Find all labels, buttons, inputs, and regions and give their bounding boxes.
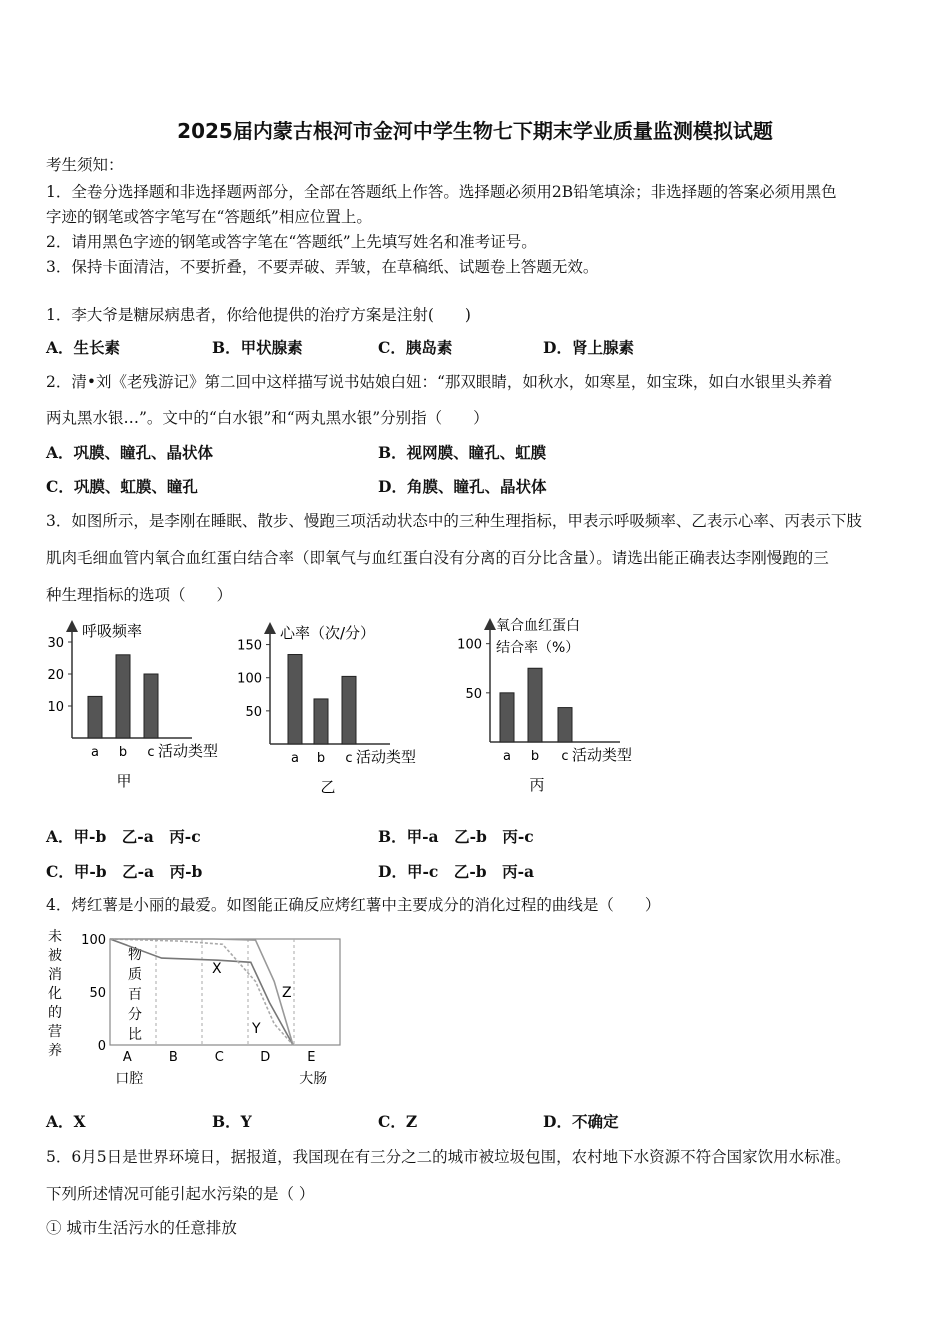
q1-stem: 1．李大爷是糖尿病患者，你给他提供的治疗方案是注射( ) bbox=[46, 306, 471, 324]
q1-option-a[interactable]: A．生长素 bbox=[46, 338, 121, 357]
q3-option-d[interactable]: D．甲-c 乙-b 丙-a bbox=[378, 862, 535, 881]
y-tick-label: 30 bbox=[47, 636, 64, 651]
y-tick-label: 50 bbox=[465, 686, 482, 702]
series-label-Z: Z bbox=[282, 985, 292, 1001]
x-axis-label: 活动类型 bbox=[572, 746, 633, 764]
y-tick-label: 50 bbox=[245, 704, 262, 720]
y-tick-label: 20 bbox=[47, 668, 64, 683]
region-label: C bbox=[214, 1050, 224, 1065]
chart-title: 氧合血红蛋白 bbox=[496, 618, 580, 634]
q2-stem: 2．清•刘《老残游记》第二回中这样描写说书姑娘白妞：“那双眼睛，如秋水，如寒星，如宝珠，如白水银里头养着 bbox=[46, 373, 833, 391]
y-label-char: 养 bbox=[48, 1043, 62, 1059]
q1-option-b[interactable]: B．甲状腺素 bbox=[212, 338, 303, 357]
region-label: D bbox=[260, 1050, 271, 1065]
bar-b bbox=[116, 655, 130, 738]
notice-line: 3．保持卡面清洁，不要折叠，不要弄破、弄皱，在草稿纸、试题卷上答题无效。 bbox=[46, 258, 599, 276]
notice-heading: 考生须知： bbox=[46, 156, 124, 174]
x-tick-label: c bbox=[147, 745, 155, 760]
y-tick-label: 10 bbox=[47, 700, 64, 715]
chart-caption: 甲 bbox=[116, 772, 132, 790]
q2-option-a[interactable]: A．巩膜、瞳孔、晶状体 bbox=[46, 443, 214, 462]
chart-jia bbox=[47, 622, 218, 790]
x-tick-label: b bbox=[118, 745, 128, 760]
q4-option-a[interactable]: A．X bbox=[46, 1112, 86, 1131]
bar-c bbox=[144, 674, 158, 738]
chart-title: 结合率（%） bbox=[496, 640, 580, 656]
notice-line: 字迹的钢笔或答字笔写在“答题纸”相应位置上。 bbox=[46, 208, 372, 226]
notice-line: 2．请用黑色字迹的钢笔或答字笔在“答题纸”上先填写姓名和准考证号。 bbox=[46, 233, 537, 251]
chart-bing bbox=[457, 618, 632, 794]
q5-item: ① 城市生活污水的任意排放 bbox=[46, 1219, 237, 1237]
region-label: A bbox=[122, 1050, 132, 1065]
series-label-Y: Y bbox=[252, 1021, 261, 1037]
x-tick-label: a bbox=[291, 751, 299, 766]
q2-option-b[interactable]: B．视网膜、瞳孔、虹膜 bbox=[378, 443, 547, 462]
y-label-char: 被 bbox=[48, 948, 62, 964]
y-label2-char: 比 bbox=[128, 1027, 142, 1043]
chart-title: 心率（次/分） bbox=[280, 624, 376, 642]
q3-stem: 3．如图所示，是李刚在睡眠、散步、慢跑三项活动状态中的三种生理指标，甲表示呼吸频率、乙表示心率、丙表示下肢 bbox=[46, 512, 862, 530]
bar-b bbox=[314, 699, 328, 744]
x-tick-label: a bbox=[503, 749, 511, 764]
chart-title: 呼吸频率 bbox=[82, 622, 143, 640]
y-label2-char: 物 bbox=[128, 947, 142, 963]
q2-option-c[interactable]: C．巩膜、虹膜、瞳孔 bbox=[46, 477, 198, 496]
y-label-char: 未 bbox=[48, 929, 62, 945]
q5-stem: 下列所述情况可能引起水污染的是（ ） bbox=[46, 1185, 315, 1203]
q4-stem: 4．烤红薯是小丽的最爱。如图能正确反应烤红薯中主要成分的消化过程的曲线是（ ） bbox=[46, 896, 661, 914]
y-tick-label: 100 bbox=[457, 637, 482, 653]
q3-figure bbox=[40, 612, 660, 802]
y-tick-label: 150 bbox=[237, 638, 262, 654]
q2-option-d[interactable]: D．角膜、瞳孔、晶状体 bbox=[378, 477, 547, 496]
plot-frame bbox=[110, 939, 340, 1045]
y-label2-char: 质 bbox=[128, 967, 142, 983]
bar-a bbox=[88, 696, 102, 738]
x-tick-label: b bbox=[530, 749, 540, 764]
y-label2-char: 百 bbox=[128, 987, 142, 1003]
q4-option-b[interactable]: B．Y bbox=[212, 1112, 252, 1131]
q3-option-b[interactable]: B．甲-a 乙-b 丙-c bbox=[378, 827, 534, 846]
region-label: B bbox=[168, 1050, 178, 1065]
y-tick-label: 100 bbox=[81, 933, 106, 948]
series-label-X: X bbox=[212, 961, 222, 977]
page-title: 2025届内蒙古根河市金河中学生物七下期末学业质量监测模拟试题 bbox=[177, 119, 773, 143]
q3-option-c[interactable]: C．甲-b 乙-a 丙-b bbox=[46, 862, 203, 881]
q4-figure bbox=[40, 925, 360, 1095]
chart-caption: 乙 bbox=[320, 778, 336, 796]
q5-stem: 5．6月5日是世界环境日，据报道，我国现在有三分之二的城市被垃圾包围，农村地下水资源不符合国家饮用水标准。 bbox=[46, 1148, 851, 1166]
organ-label: 大肠 bbox=[299, 1071, 328, 1087]
q1-option-c[interactable]: C．胰岛素 bbox=[378, 338, 453, 357]
q3-option-a[interactable]: A．甲-b 乙-a 丙-c bbox=[46, 827, 201, 846]
x-tick-label: b bbox=[316, 751, 326, 766]
bar-b bbox=[528, 668, 542, 742]
y-label-char: 的 bbox=[48, 1005, 62, 1021]
bar-c bbox=[342, 676, 356, 744]
q1-option-d[interactable]: D．肾上腺素 bbox=[543, 338, 634, 357]
y-label2-char: 分 bbox=[128, 1007, 142, 1023]
x-axis-label: 活动类型 bbox=[356, 748, 417, 766]
chart-digestion bbox=[48, 928, 340, 1087]
q3-stem: 肌肉毛细血管内氧合血红蛋白结合率（即氧气与血红蛋白没有分离的百分比含量）。请选出能正确表达李刚慢跑的三 bbox=[46, 549, 829, 567]
q2-stem: 两丸黑水银…”。文中的“白水银”和“两丸黑水银”分别指（ ） bbox=[46, 409, 489, 427]
notice-line: 1．全卷分选择题和非选择题两部分，全部在答题纸上作答。选择题必须用2B铅笔填涂；非选择题的答案必须用黑色 bbox=[46, 183, 837, 201]
bar-a bbox=[288, 655, 302, 744]
bar-c bbox=[558, 708, 572, 742]
x-axis-label: 活动类型 bbox=[158, 742, 219, 760]
q4-option-d[interactable]: D．不确定 bbox=[543, 1112, 619, 1131]
chart-yi bbox=[237, 624, 416, 796]
y-label-char: 化 bbox=[48, 986, 62, 1002]
organ-label: 口腔 bbox=[115, 1071, 144, 1087]
x-tick-label: a bbox=[91, 745, 99, 760]
q3-stem: 种生理指标的选项（ ） bbox=[46, 586, 233, 604]
y-label-char: 消 bbox=[48, 967, 62, 983]
y-tick-label: 0 bbox=[97, 1039, 106, 1054]
x-tick-label: c bbox=[561, 749, 569, 764]
y-label-char: 营 bbox=[48, 1024, 62, 1040]
bar-a bbox=[500, 693, 514, 742]
y-tick-label: 100 bbox=[237, 671, 262, 687]
chart-caption: 丙 bbox=[529, 776, 545, 794]
region-label: E bbox=[307, 1050, 316, 1065]
y-tick-label: 50 bbox=[89, 986, 106, 1001]
q4-option-c[interactable]: C．Z bbox=[378, 1112, 418, 1131]
x-tick-label: c bbox=[345, 751, 353, 766]
